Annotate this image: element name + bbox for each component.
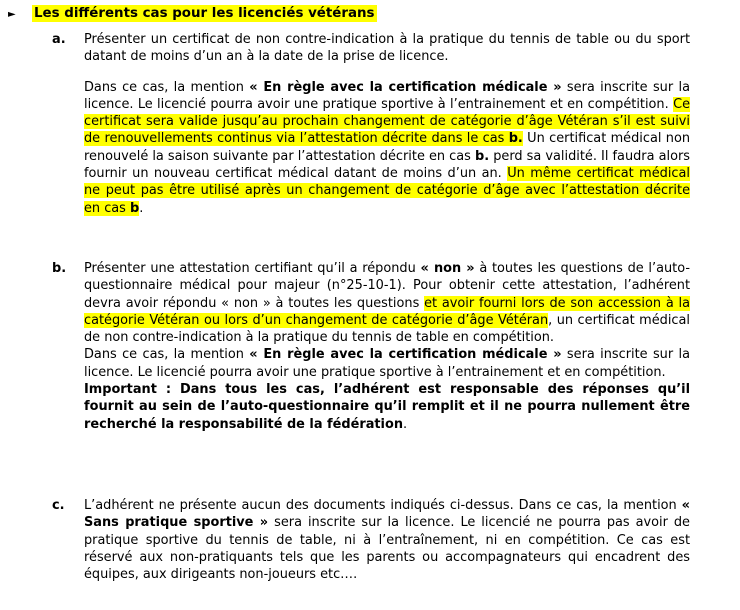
case-b-details: Dans ce cas, la mention « En règle avec la certification médicale » sera inscrite sur la licence. Le licencié pourra avoir une pratique sportive à l’entrainement et en compétition. xyxy=(84,347,690,380)
case-c-text: L’adhérent ne présente aucun des documents indiqués ci-dessus. Dans ce cas, la mention « Sans pratique sportive » sera inscrite sur la licence. Le licencié ne pourra pas avoir de pratique sportive du tennis de table, ni à l’entraînement, ni en compétition. Ce cas est réservé aux non-pratiquants tels que les parents ou accompagnateurs qui encadrent des équipes, aux dirigeants non-joueurs etc…. xyxy=(84,498,690,583)
section-heading xyxy=(8,3,377,26)
case-b-letter: b. xyxy=(52,261,67,276)
highlight-accession: et avoir fourni lors de son accession à la catégorie Vétéran ou lors d’un changement de catégorie d’âge Vétéran xyxy=(84,295,690,328)
important-note: Important : Dans tous les cas, l’adhérent est responsable des réponses qu’il fournit au sein de l’auto-questionnaire qu’il remplit et il ne pourra nullement être recherché la responsabilité de la fédération. xyxy=(84,382,690,432)
case-a-letter: a. xyxy=(52,32,66,47)
case-a xyxy=(52,31,690,217)
highlight-validity: Ce certificat sera valide jusqu’au prochain changement de catégorie d’âge Vétéran s’il est suivi de renouvellements continus via l’attestation décrite dans le cas b. xyxy=(84,96,690,147)
mention-sans-pratique: « Sans pratique sportive » xyxy=(84,498,690,531)
case-b-intro: Présenter une attestation certifiant qu’il a répondu « non » à toutes les questions de l’auto-questionnaire médical pour majeur (n°25-10-1). Pour obtenir cette attestation, l’adhérent devra avoir répondu « non » à toutes les questions et avoir fourni lors de son accession à la catégorie Vétéran ou lors d’un changement de catégorie d’âge Vétéran, un certificat médical de non contre-indication à la pratique du tennis de table en compétition. xyxy=(84,261,690,346)
highlight-same-certificate: Un même certificat médical ne peut pas être utilisé après un changement de catégorie d’âge avec l’attestation décrite en cas b xyxy=(84,166,690,216)
mention-en-regle-b: « En règle avec la certification médicale » xyxy=(249,347,562,363)
case-c-letter: c. xyxy=(52,498,65,513)
case-a-details: Dans ce cas, la mention « En règle avec la certification médicale » sera inscrite sur la licence. Le licencié pourra avoir une pratique sportive à l’entrainement et en compétition. Ce certificat sera valide jusqu’au prochain changement de catégorie d’âge Vétéran s’il est suivi de renouvellements continus via l’attestation décrite dans le cas b. Un certificat médical non renouvelé la saison suivante par l’attestation décrite en cas b. perd sa validité. Il faudra alors fournir un nouveau certificat médical datant de moins d’un an. Un même certificat médical ne peut pas être utilisé après un changement de catégorie d’âge avec l’attestation décrite en cas b. xyxy=(84,79,690,216)
case-a-intro: Présenter un certificat de non contre-indication à la pratique du tennis de table ou du sport datant de moins d’un an à la date de la prise de licence. xyxy=(84,32,690,65)
case-c xyxy=(52,497,690,583)
section-heading-text: Les différents cas pour les licenciés vétérans xyxy=(34,6,375,21)
mention-non: « non » xyxy=(420,261,475,276)
case-b xyxy=(52,260,690,433)
bullet-arrow-icon: ► xyxy=(8,9,16,20)
mention-en-regle: « En règle avec la certification médicale » xyxy=(249,79,562,95)
